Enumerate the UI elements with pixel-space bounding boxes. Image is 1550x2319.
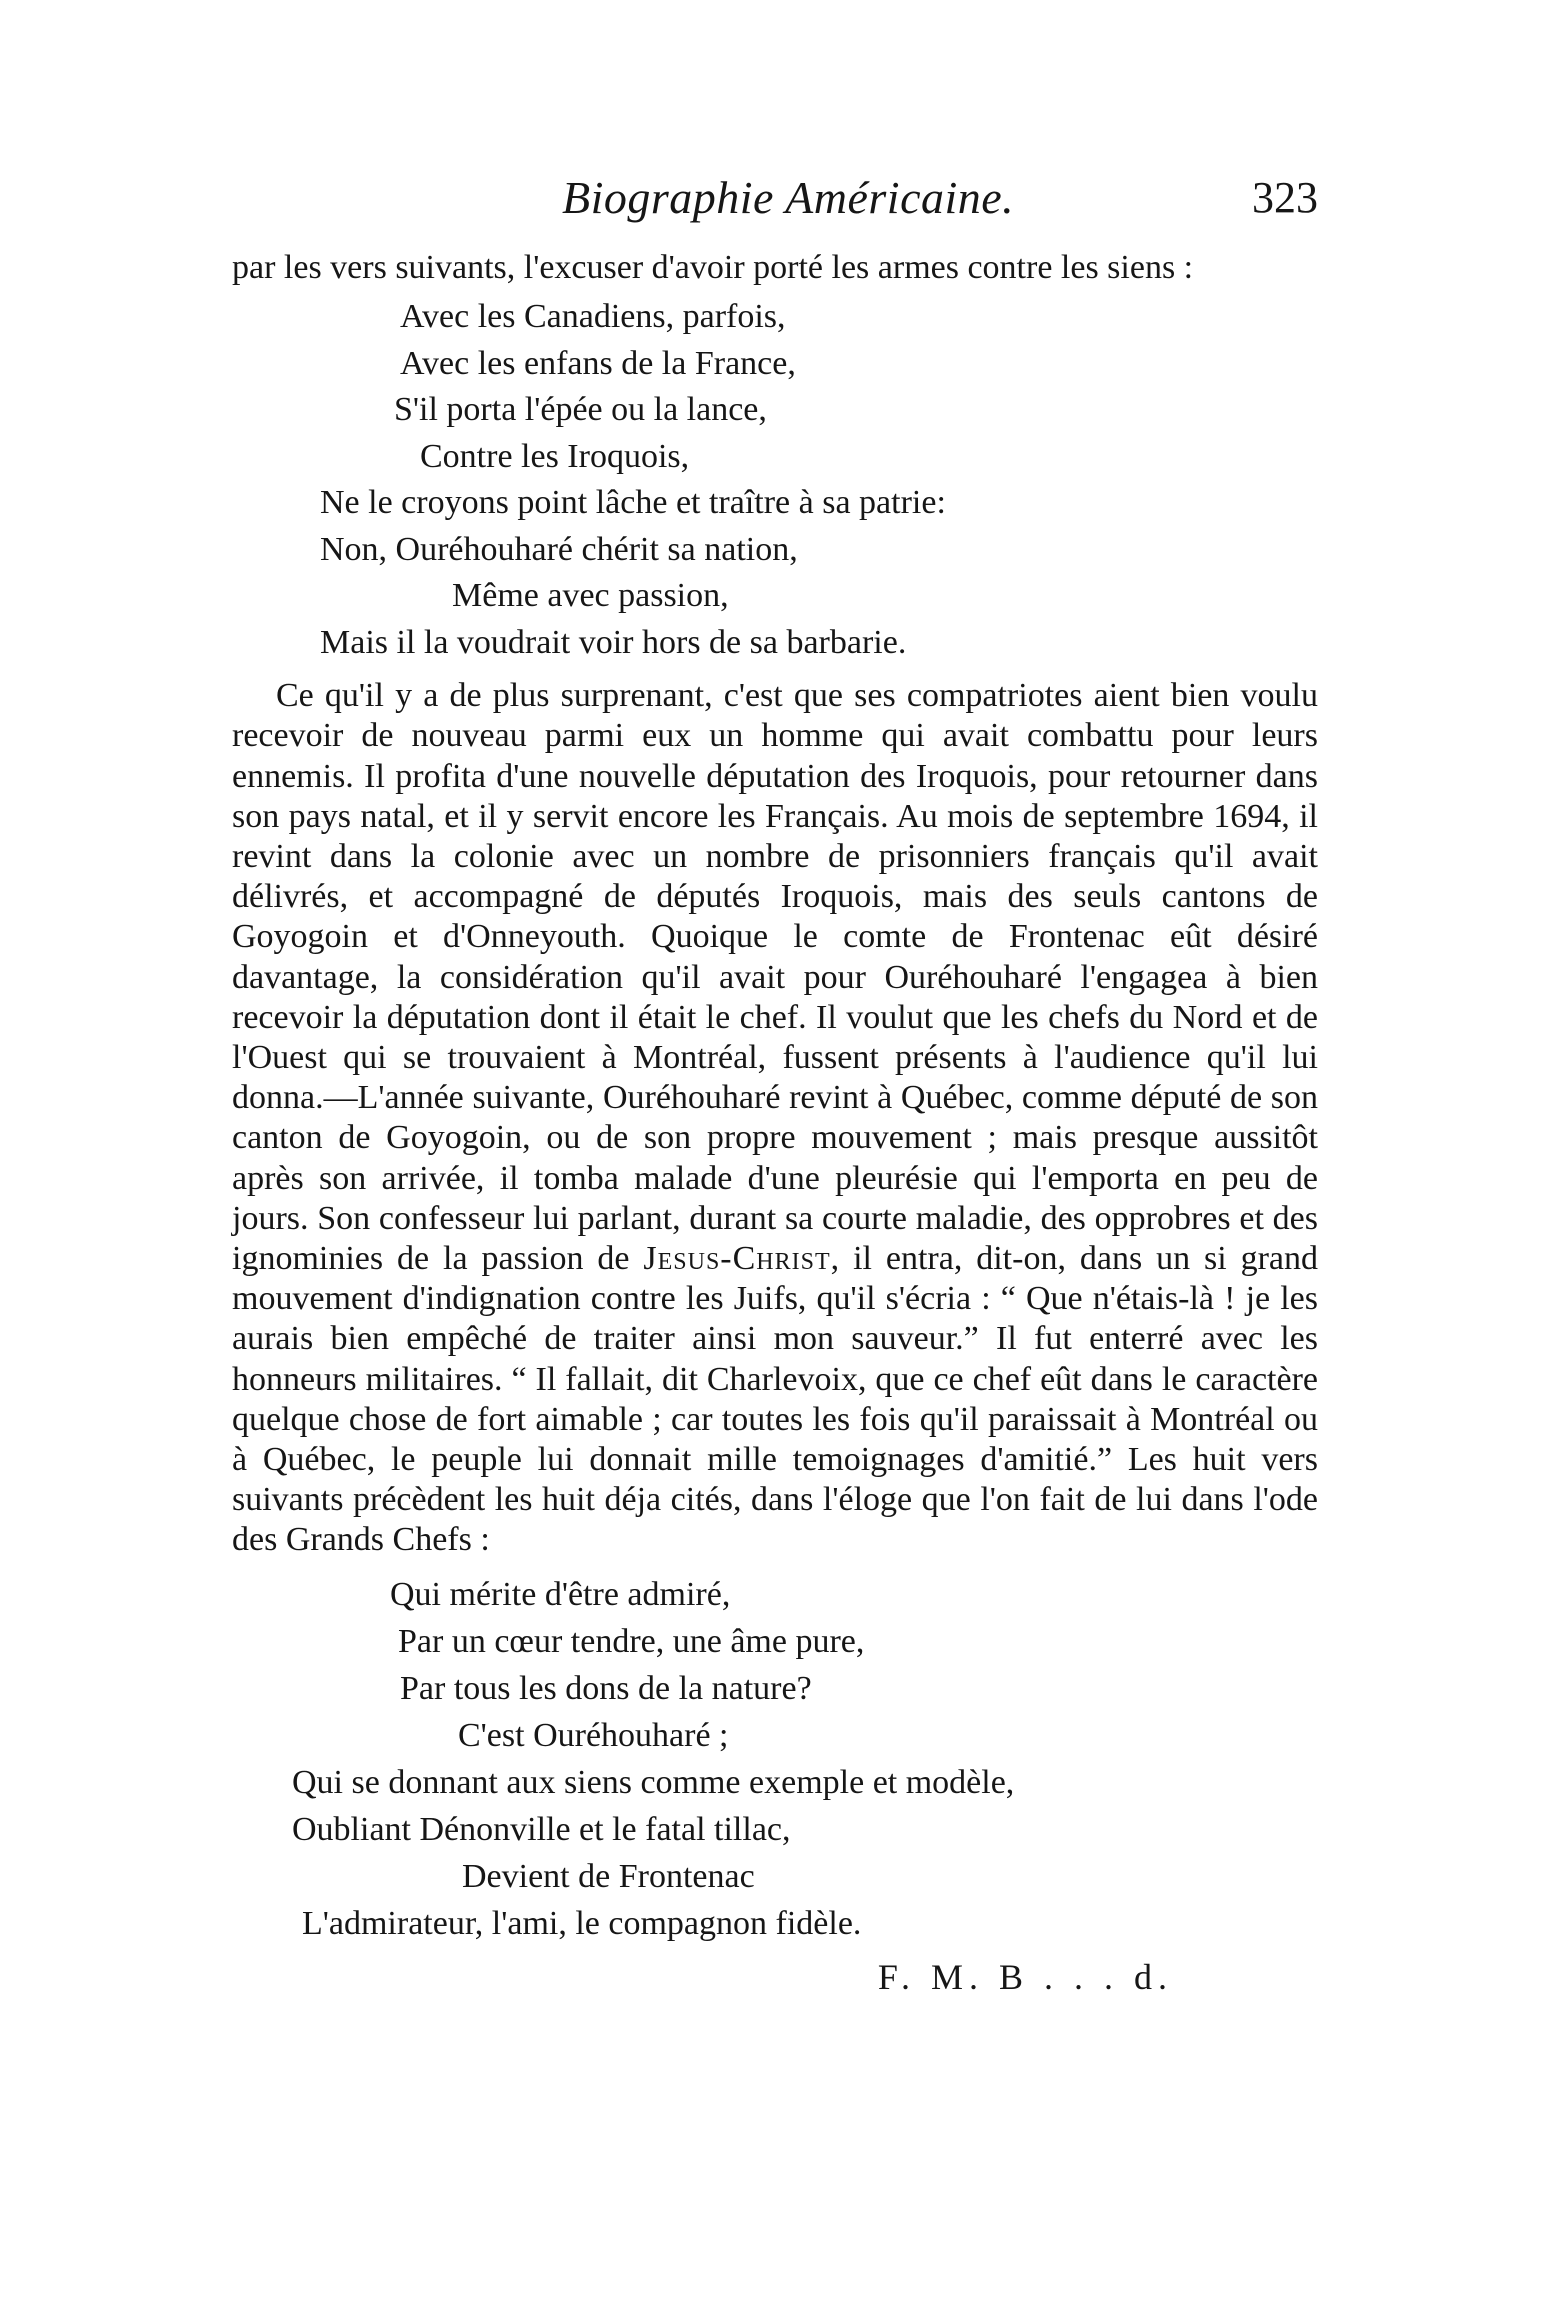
verse-line: Avec les Canadiens, parfois, xyxy=(400,298,786,336)
verse-line: Non, Ouréhouharé chérit sa nation, xyxy=(320,530,798,568)
verse-line: Qui se donnant aux siens comme exemple et modèle, xyxy=(292,1763,1015,1801)
verse-line: Par un cœur tendre, une âme pure, xyxy=(398,1622,865,1660)
verse-line: Qui mérite d'être admiré, xyxy=(390,1575,731,1613)
main-paragraph xyxy=(232,676,1318,1560)
verse-line: Contre les Iroquois, xyxy=(420,437,690,475)
verse-stanza-1 xyxy=(232,294,1318,666)
paragraph-text: , il entra, dit-on, dans un si grand mouvement d'indignation contre les Juifs, qu'il s'écria : “ Que n'étais-là ! je les aurais bien empêché de traiter ainsi mon sauveur.” Il fut enterré avec les honneurs militaires. “ Il fallait, dit Charlevoix, que ce chef eût dans le caractère quelque chose de fort aimable ; car toutes les fois qu'il paraissait à Montréal ou à Québec, le peuple lui donnait mille temoignages d'amitié.” Les huit vers suivants précèdent les huit déja cités, dans l'éloge que l'on fait de lui dans l'ode des Grands Chefs : xyxy=(232,1240,1318,1559)
verse-line: Devient de Frontenac xyxy=(462,1857,755,1895)
verse-line: Ne le croyons point lâche et traître à sa patrie: xyxy=(320,484,946,522)
verse-line: Oubliant Dénonville et le fatal tillac, xyxy=(292,1810,791,1848)
verse-line: L'admirateur, l'ami, le compagnon fidèle. xyxy=(302,1904,862,1942)
verse-line: Même avec passion, xyxy=(452,577,729,615)
running-title: Biographie Américaine. xyxy=(562,172,1015,223)
verse-stanza-2 xyxy=(232,1571,1318,1947)
intro-sentence: par les vers suivants, l'excuser d'avoir porté les armes contre les siens : xyxy=(232,249,1194,286)
paragraph-text: Ce qu'il y a de plus surprenant, c'est que ses compatriotes aient bien voulu recevoir de nouveau parmi eux un homme qui avait combattu pour leurs ennemis. Il profita d'une nouvelle députation des Iroquois, pour retourner dans son pays natal, et il y servit encore les Français. Au mois de septembre 1694, il revint dans la colonie avec un nombre de prisonniers français qu'il avait délivrés, et accompagné de députés Iroquois, mais des seuls cantons de Goyogoin et d'Onneyouth. Quoique le comte de Frontenac eût désiré davantage, la considération qu'il avait pour Ouréhouharé l'engagea à bien recevoir la députation dont il était le chef. Il voulut que les chefs du Nord et de l'Ouest qui se trouvaient à Montréal, fussent présents à l'audience qu'il lui donna.—L'année suivante, Ouréhouharé revint à Québec, comme député de son canton de Goyogoin, ou de son propre mouvement ; mais presque aussitôt après son arrivée, il tomba malade d'une pleurésie qui l'emporta en peu de jours. Son confesseur lui parlant, durant sa courte maladie, des opprobres et des ignominies de la passion de xyxy=(232,677,1318,1278)
author-signature: F. M. B . . . d. xyxy=(877,1956,1173,1997)
page-number: 323 xyxy=(1252,173,1318,222)
page-body xyxy=(232,248,1318,2001)
page-header xyxy=(232,168,1318,238)
paragraph-name: Jesus-Christ xyxy=(643,1240,831,1278)
verse-line: C'est Ouréhouharé ; xyxy=(458,1716,729,1754)
verse-line: S'il porta l'épée ou la lance, xyxy=(394,391,767,429)
verse-line: Mais il la voudrait voir hors de sa barbarie. xyxy=(320,623,907,661)
verse-line: Avec les enfans de la France, xyxy=(400,344,796,382)
verse-line: Par tous les dons de la nature? xyxy=(400,1669,812,1707)
